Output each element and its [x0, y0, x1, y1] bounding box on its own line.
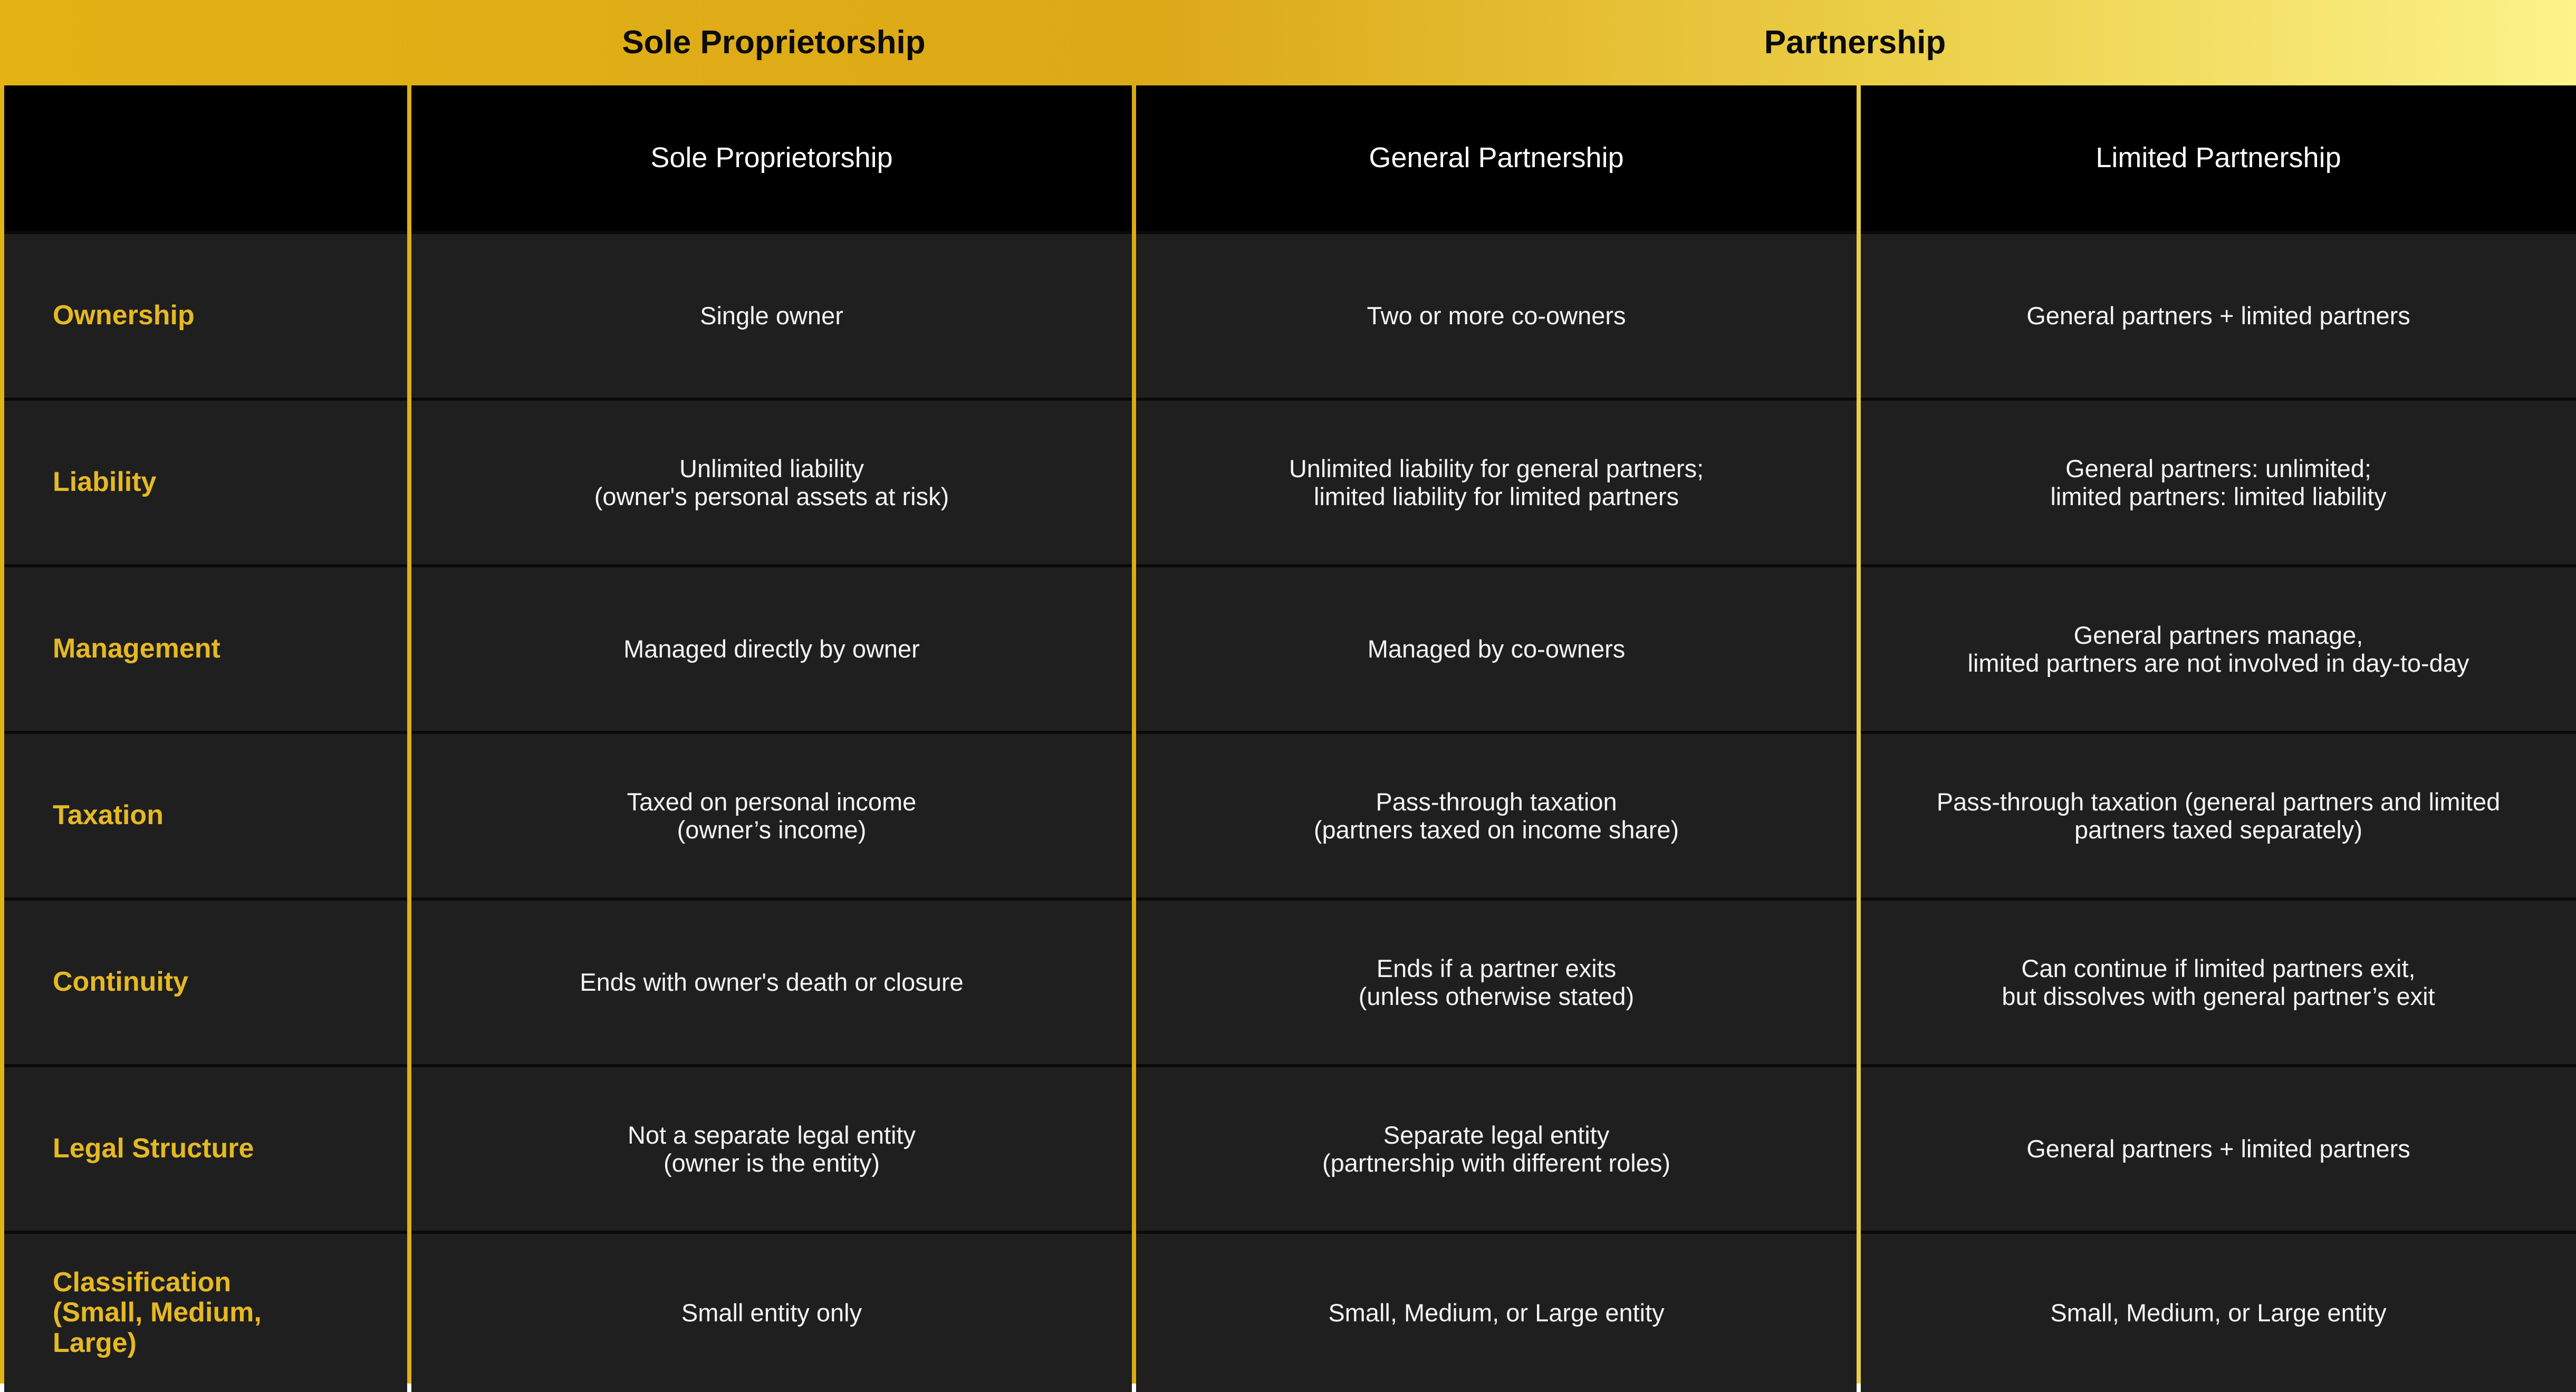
table-cell: General partners + limited partners	[1861, 231, 2576, 398]
table-cell: Ends with owner's death or closure	[411, 897, 1132, 1064]
table-cell: Taxed on personal income (owner’s income)	[411, 731, 1132, 897]
table-cell: Unlimited liability for general partners; limited liability for limited partners	[1136, 398, 1857, 564]
table-cell: Pass-through taxation (partners taxed on income share)	[1136, 731, 1857, 897]
table-cell: Not a separate legal entity (owner is the entity)	[411, 1064, 1132, 1231]
row-label-legal-structure: Legal Structure	[4, 1064, 407, 1231]
row-label-taxation: Taxation	[4, 731, 407, 897]
table-cell: Separate legal entity (partnership with different roles)	[1136, 1064, 1857, 1231]
table-cell: Managed by co-owners	[1136, 564, 1857, 731]
row-label-continuity: Continuity	[4, 897, 407, 1064]
group-title-partnership: Partnership	[1764, 24, 1946, 61]
table-cell: General partners manage, limited partners are not involved in day-to-day	[1861, 564, 2576, 731]
column-header-corner	[4, 85, 407, 231]
table-cell: General partners + limited partners	[1861, 1064, 2576, 1231]
row-label-classification: Classification (Small, Medium, Large)	[4, 1231, 407, 1392]
group-header-bar	[4, 0, 2572, 85]
table-cell: Small, Medium, or Large entity	[1136, 1231, 1857, 1392]
table-cell: General partners: unlimited; limited partners: limited liability	[1861, 398, 2576, 564]
table-cell: Two or more co-owners	[1136, 231, 1857, 398]
row-label-management: Management	[4, 564, 407, 731]
table-cell: Pass-through taxation (general partners and limited partners taxed separately)	[1861, 731, 2576, 897]
table-cell: Can continue if limited partners exit, but dissolves with general partner’s exit	[1861, 897, 2576, 1064]
group-title-sole-proprietorship: Sole Proprietorship	[622, 24, 926, 61]
table-cell: Ends if a partner exits (unless otherwise stated)	[1136, 897, 1857, 1064]
column-header-limited-partnership: Limited Partnership	[1861, 85, 2576, 231]
column-header-sole-proprietorship: Sole Proprietorship	[411, 85, 1132, 231]
table-cell: Small entity only	[411, 1231, 1132, 1392]
table-cell: Single owner	[411, 231, 1132, 398]
table-cell: Unlimited liability (owner's personal assets at risk)	[411, 398, 1132, 564]
row-label-liability: Liability	[4, 398, 407, 564]
row-label-ownership: Ownership	[4, 231, 407, 398]
table-cell: Managed directly by owner	[411, 564, 1132, 731]
comparison-table	[4, 85, 2572, 1373]
table-cell: Small, Medium, or Large entity	[1861, 1231, 2576, 1392]
column-header-general-partnership: General Partnership	[1136, 85, 1857, 231]
